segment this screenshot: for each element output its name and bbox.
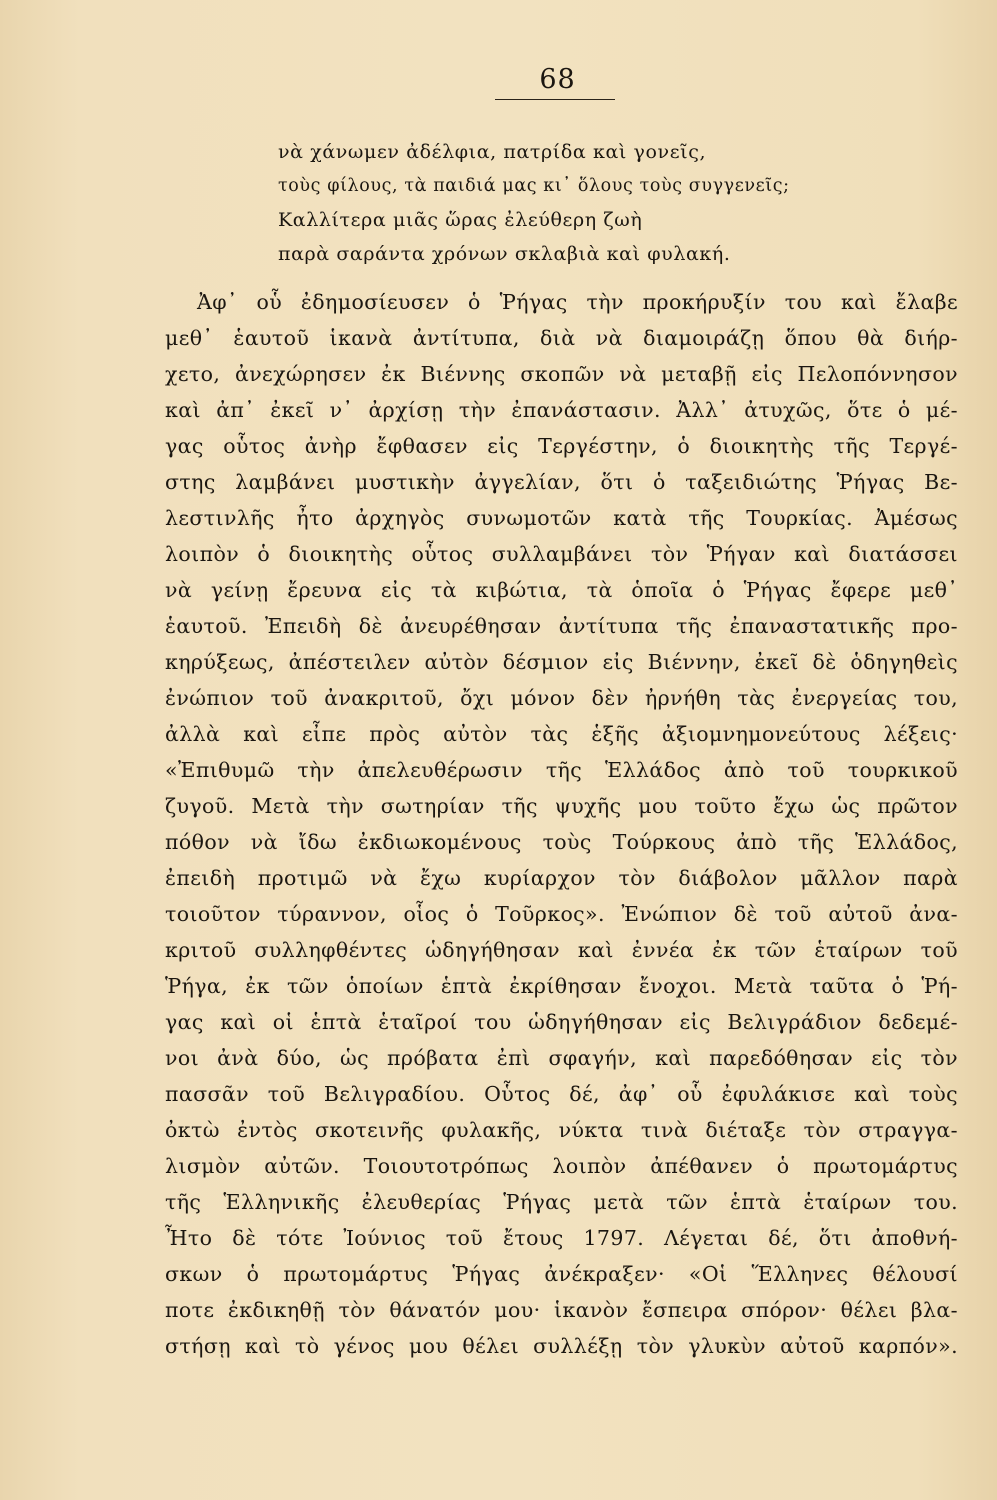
prose-line: τοιοῦτον τύραννον, οἷος ὁ Τοῦρκος». Ἐνώπιον δὲ τοῦ αὐτοῦ ἀνα- [165,902,958,926]
prose-line: στης λαμβάνει μυστικὴν ἀγγελίαν, ὅτι ὁ ταξειδιώτης Ῥήγας Βε- [165,470,958,494]
prose-line: χετο, ἀνεχώρησεν ἐκ Βιέννης σκοπῶν νὰ μεταβῇ εἰς Πελοπόννησον [165,362,958,386]
prose-line: λοιπὸν ὁ διοικητὴς οὗτος συλλαμβάνει τὸν Ῥήγαν καὶ διατάσσει [165,542,958,566]
prose-line: ἑαυτοῦ. Ἐπειδὴ δὲ ἀνευρέθησαν ἀντίτυπα τῆς ἐπαναστατικῆς προ- [165,614,958,638]
prose-line: λεστινλῆς ἦτο ἀρχηγὸς συνωμοτῶν κατὰ τῆς Τουρκίας. Ἀμέσως [165,506,958,530]
prose-line: Ῥήγα, ἐκ τῶν ὁποίων ἑπτὰ ἐκρίθησαν ἔνοχοι. Μετὰ ταῦτα ὁ Ῥή- [165,974,958,998]
prose-line: νὰ γείνῃ ἔρευνα εἰς τὰ κιβώτια, τὰ ὁποῖα ὁ Ῥήγας ἔφερε μεθ᾽ [165,578,958,602]
prose-paragraph [165,284,958,1364]
prose-line: ὀκτὼ ἐντὸς σκοτεινῆς φυλακῆς, νύκτα τινὰ διέταξε τὸν στραγγα- [165,1118,958,1142]
prose-line: πόθον νὰ ἴδω ἐκδιωκομένους τοὺς Τούρκους ἀπὸ τῆς Ἑλλάδος, [165,830,958,854]
prose-line: τῆς Ἑλληνικῆς ἐλευθερίας Ῥήγας μετὰ τῶν ἑπτὰ ἑταίρων του. [165,1190,958,1214]
prose-line: στήσῃ καὶ τὸ γένος μου θέλει συλλέξῃ τὸν γλυκὺν αὐτοῦ καρπόν». [165,1334,958,1358]
prose-line: μεθ᾽ ἑαυτοῦ ἱκανὰ ἀντίτυπα, διὰ νὰ διαμοιράζῃ ὅπου θὰ διήρ- [165,326,958,350]
prose-line: ἀλλὰ καὶ εἶπε πρὸς αὐτὸν τὰς ἑξῆς ἀξιομνημονεύτους λέξεις· [165,722,958,746]
prose-line: σκων ὁ πρωτομάρτυς Ῥήγας ἀνέκραξεν· «Οἱ Ἕλληνες θέλουσί [165,1262,958,1286]
prose-line: «Ἐπιθυμῶ τὴν ἀπελευθέρωσιν τῆς Ἑλλάδος ἀπὸ τοῦ τουρκικοῦ [165,758,958,782]
verse-line: παρὰ σαράντα χρόνων σκλαβιὰ καὶ φυλακή. [278,243,731,265]
prose-line: ποτε ἐκδικηθῇ τὸν θάνατόν μου· ἱκανὸν ἔσπειρα σπόρον· θέλει βλα- [165,1298,958,1322]
verse-line: νὰ χάνωμεν ἀδέλφια, πατρίδα καὶ γονεῖς, [278,141,707,163]
prose-line: γας καὶ οἱ ἑπτὰ ἑταῖροί του ὡδηγήθησαν εἰς Βελιγράδιον δεδεμέ- [165,1010,958,1034]
prose-line: γας οὗτος ἀνὴρ ἔφθασεν εἰς Τεργέστην, ὁ διοικητὴς τῆς Τεργέ- [165,434,958,458]
prose-line: ἐνώπιον τοῦ ἀνακριτοῦ, ὄχι μόνον δὲν ἠρνήθη τὰς ἐνεργείας του, [165,686,958,710]
prose-line: ἐπειδὴ προτιμῶ νὰ ἔχω κυρίαρχον τὸν διάβολον μᾶλλον παρὰ [165,866,958,890]
prose-line: λισμὸν αὐτῶν. Τοιουτοτρόπως λοιπὸν ἀπέθανεν ὁ πρωτομάρτυς [165,1154,958,1178]
verse-line: τοὺς φίλους, τὰ παιδιά μας κι᾽ ὅλους τοὺς συγγενεῖς; [278,176,790,196]
prose-line: καὶ ἀπ᾽ ἐκεῖ ν᾽ ἀρχίσῃ τὴν ἐπανάστασιν. Ἀλλ᾽ ἀτυχῶς, ὅτε ὁ μέ- [165,398,958,422]
prose-line: κριτοῦ συλληφθέντες ὡδηγήθησαν καὶ ἐννέα ἐκ τῶν ἑταίρων τοῦ [165,938,958,962]
verse-line: Καλλίτερα μιᾶς ὥρας ἐλεύθερη ζωὴ [278,209,643,231]
page-number: 68 [539,64,576,95]
prose-line: πασσᾶν τοῦ Βελιγραδίου. Οὗτος δέ, ἀφ᾽ οὗ ἐφυλάκισε καὶ τοὺς [165,1082,958,1106]
prose-line: ζυγοῦ. Μετὰ τὴν σωτηρίαν τῆς ψυχῆς μου τοῦτο ἔχω ὡς πρῶτον [165,794,958,818]
prose-line: νοι ἀνὰ δύο, ὡς πρόβατα ἐπὶ σφαγήν, καὶ παρεδόθησαν εἰς τὸν [165,1046,958,1070]
prose-line: Ἀφ᾽ οὗ ἐδημοσίευσεν ὁ Ῥήγας τὴν προκήρυξίν του καὶ ἔλαβε [197,290,958,314]
verse-block [278,135,798,271]
header-rule [495,99,615,100]
prose-line: κηρύξεως, ἀπέστειλεν αὐτὸν δέσμιον εἰς Βιέννην, ἐκεῖ δὲ ὁδηγηθεὶς [165,650,958,674]
prose-line: Ἦτο δὲ τότε Ἰούνιος τοῦ ἔτους 1797. Λέγεται δέ, ὅτι ἀποθνή- [165,1226,958,1250]
